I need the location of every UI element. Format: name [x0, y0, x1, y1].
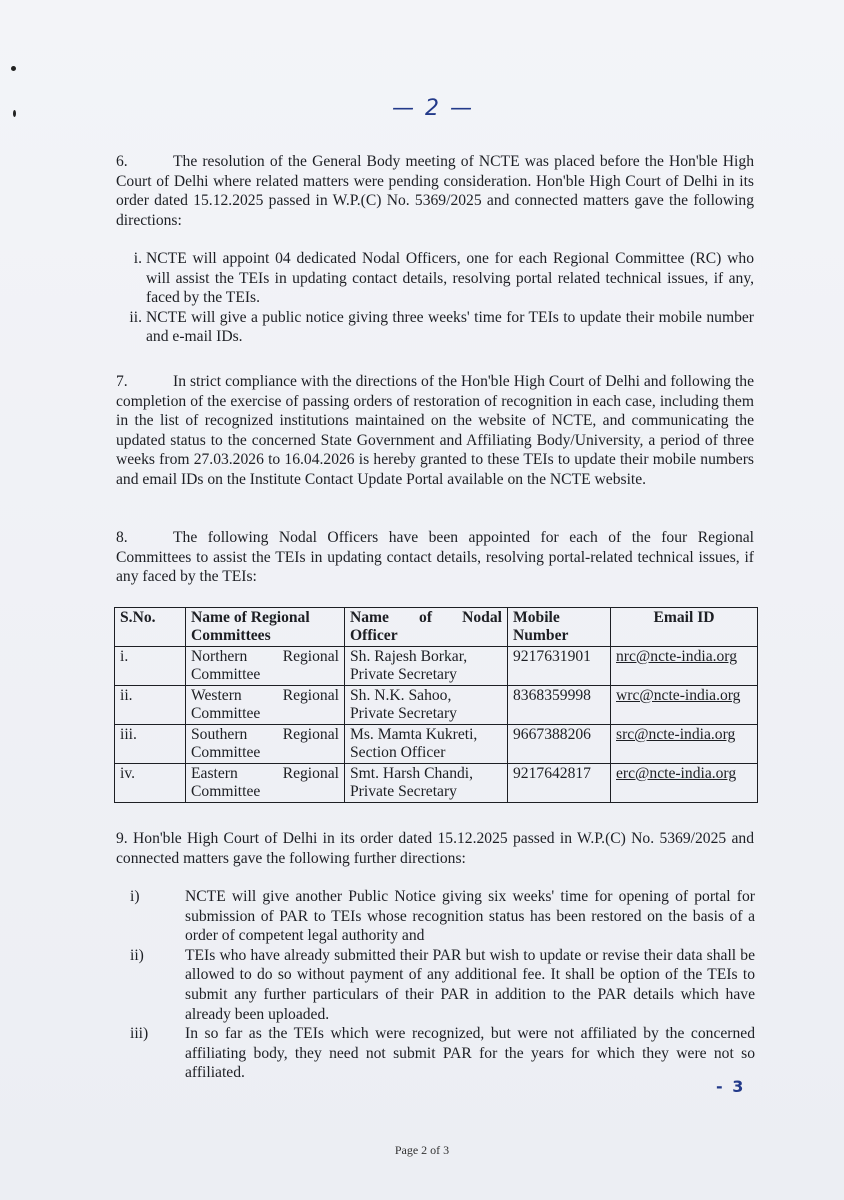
table-header-row [115, 608, 758, 647]
region-name: Eastern [191, 765, 238, 782]
list-marker: iii) [130, 1025, 149, 1043]
paragraph-6 [116, 152, 754, 230]
table-row [115, 686, 758, 725]
committee-word: Committee [191, 783, 261, 800]
committee-word: Committee [191, 744, 261, 761]
table-row [115, 764, 758, 803]
scan-speck [13, 110, 16, 117]
cell-email [611, 725, 758, 764]
paragraph-number: 7. [116, 373, 128, 390]
officer-name: Ms. Mamta Kukreti, [350, 726, 478, 743]
list-item-text: NCTE will give a public notice giving three weeks' time for TEIs to update their mobile number and e-mail IDs. [146, 308, 754, 346]
list-item-text: In so far as the TEIs which were recognized, but were not affiliated by the concerned affiliating body, they need not submit PAR for the years for which they were not so affiliated. [185, 1025, 755, 1082]
header-line: Officer [350, 627, 398, 644]
officer-designation: Private Secretary [350, 705, 457, 722]
list-item [130, 946, 755, 1024]
cell-mobile: 9217642817 [508, 764, 611, 803]
header-committee [186, 608, 345, 647]
header-line: Name of Regional [191, 609, 310, 626]
list-item-text: TEIs who have already submitted their PAR but wish to update or revise their data shall be allowed to do so without payment of any additional fee. It shall be option of the TEIs to submit any further particulars of their PAR in addition to the PAR details which have already been uploaded. [185, 946, 755, 1023]
cell-email [611, 764, 758, 803]
nodal-officers-table [114, 607, 758, 803]
regional-word: Regional [282, 726, 339, 743]
header-line: Number [513, 627, 569, 644]
paragraph-8 [116, 528, 754, 587]
cell-sno: iii. [115, 725, 186, 764]
header-mobile [508, 608, 611, 647]
cell-mobile: 9667388206 [508, 725, 611, 764]
table-row [115, 725, 758, 764]
list-item [116, 308, 754, 347]
paragraph-text: 9. Hon'ble High Court of Delhi in its order dated 15.12.2025 passed in W.P.(C) No. 5369/2025 and connected matters gave the following further directions: [116, 830, 754, 867]
table-row [115, 647, 758, 686]
list-item-text: NCTE will appoint 04 dedicated Nodal Officers, one for each Regional Committee (RC) who will assist the TEIs in updating contact details, resolving portal related technical issues, if any, faced by the TEIs. [146, 250, 754, 307]
cell-mobile: 9217631901 [508, 647, 611, 686]
regional-word: Regional [282, 648, 339, 665]
header-line: Committees [191, 627, 271, 644]
email-link[interactable]: erc@ncte-india.org [616, 765, 737, 782]
cell-officer [345, 764, 508, 803]
list-marker: i. [133, 250, 142, 267]
header-word: of [419, 609, 433, 626]
cell-sno: i. [115, 647, 186, 686]
list-marker: ii. [129, 308, 142, 326]
scan-speck [11, 66, 16, 71]
email-link[interactable]: wrc@ncte-india.org [616, 687, 741, 704]
region-name: Northern [191, 648, 248, 665]
cell-sno: iv. [115, 764, 186, 803]
cell-committee [186, 725, 345, 764]
directions-list-2 [130, 887, 755, 1083]
cell-officer [345, 647, 508, 686]
header-sno: S.No. [115, 608, 186, 647]
officer-designation: Section Officer [350, 744, 446, 761]
cell-email [611, 647, 758, 686]
cell-officer [345, 686, 508, 725]
directions-list-1 [116, 249, 754, 347]
regional-word: Regional [282, 765, 339, 782]
officer-name: Smt. Harsh Chandi, [350, 765, 474, 782]
header-line: Mobile [513, 609, 560, 626]
paragraph-text: In strict compliance with the directions of the Hon'ble High Court of Delhi and following the completion of the exercise of passing orders of restoration of recognition in each case, including them in the list of recognized institutions maintained on the website of NCTE, and communicating the updated status to the concerned State Government and Affiliating Body/University, a period of three weeks from 27.03.2026 to 16.04.2026 is hereby granted to these TEIs to update their mobile numbers and email IDs on the Institute Contact Update Portal available on the NCTE website. [116, 373, 754, 488]
header-email: Email ID [611, 608, 758, 647]
officer-name: Sh. Rajesh Borkar, [350, 648, 468, 665]
page-footer: Page 2 of 3 [394, 1143, 450, 1157]
cell-officer [345, 725, 508, 764]
region-name: Southern [191, 726, 248, 743]
region-name: Western [191, 687, 242, 704]
handwritten-next-page-mark: - 3 [716, 1077, 746, 1096]
cell-sno: ii. [115, 686, 186, 725]
list-item-text: NCTE will give another Public Notice giving six weeks' time for opening of portal for submission of PAR to TEIs whose recognition status has been restored on the basis of a order of competent legal authority and [185, 888, 755, 945]
paragraph-number: 6. [116, 153, 128, 170]
header-word: Nodal [462, 609, 502, 626]
committee-word: Committee [191, 705, 261, 722]
officer-designation: Private Secretary [350, 666, 457, 683]
paragraph-7 [116, 372, 754, 490]
header-officer [345, 608, 508, 647]
cell-email [611, 686, 758, 725]
paragraph-number: 8. [116, 529, 128, 546]
regional-word: Regional [282, 687, 339, 704]
list-item [130, 887, 755, 946]
list-marker: ii) [130, 946, 144, 964]
header-word: Name [350, 609, 389, 626]
paragraph-9 [116, 829, 754, 868]
cell-committee [186, 686, 345, 725]
header-line [350, 609, 502, 627]
handwritten-page-number: — 2 — [392, 96, 474, 121]
officer-name: Sh. N.K. Sahoo, [350, 687, 452, 704]
cell-mobile: 8368359998 [508, 686, 611, 725]
officer-designation: Private Secretary [350, 783, 457, 800]
list-item [130, 1024, 755, 1083]
email-link[interactable]: nrc@ncte-india.org [616, 648, 738, 665]
paragraph-text: The following Nodal Officers have been appointed for each of the four Regional Committees to assist the TEIs in updating contact details, resolving portal-related technical issues, if any faced by the TEIs: [116, 529, 754, 586]
committee-word: Committee [191, 666, 261, 683]
cell-committee [186, 764, 345, 803]
list-item [116, 249, 754, 308]
list-marker: i) [130, 888, 140, 905]
cell-committee [186, 647, 345, 686]
paragraph-text: The resolution of the General Body meeting of NCTE was placed before the Hon'ble High Court of Delhi where related matters were pending consideration. Hon'ble High Court of Delhi in its order dated 15.12.2025 passed in W.P.(C) No. 5369/2025 and connected matters gave the following directions: [116, 153, 754, 229]
email-link[interactable]: src@ncte-india.org [616, 726, 736, 743]
